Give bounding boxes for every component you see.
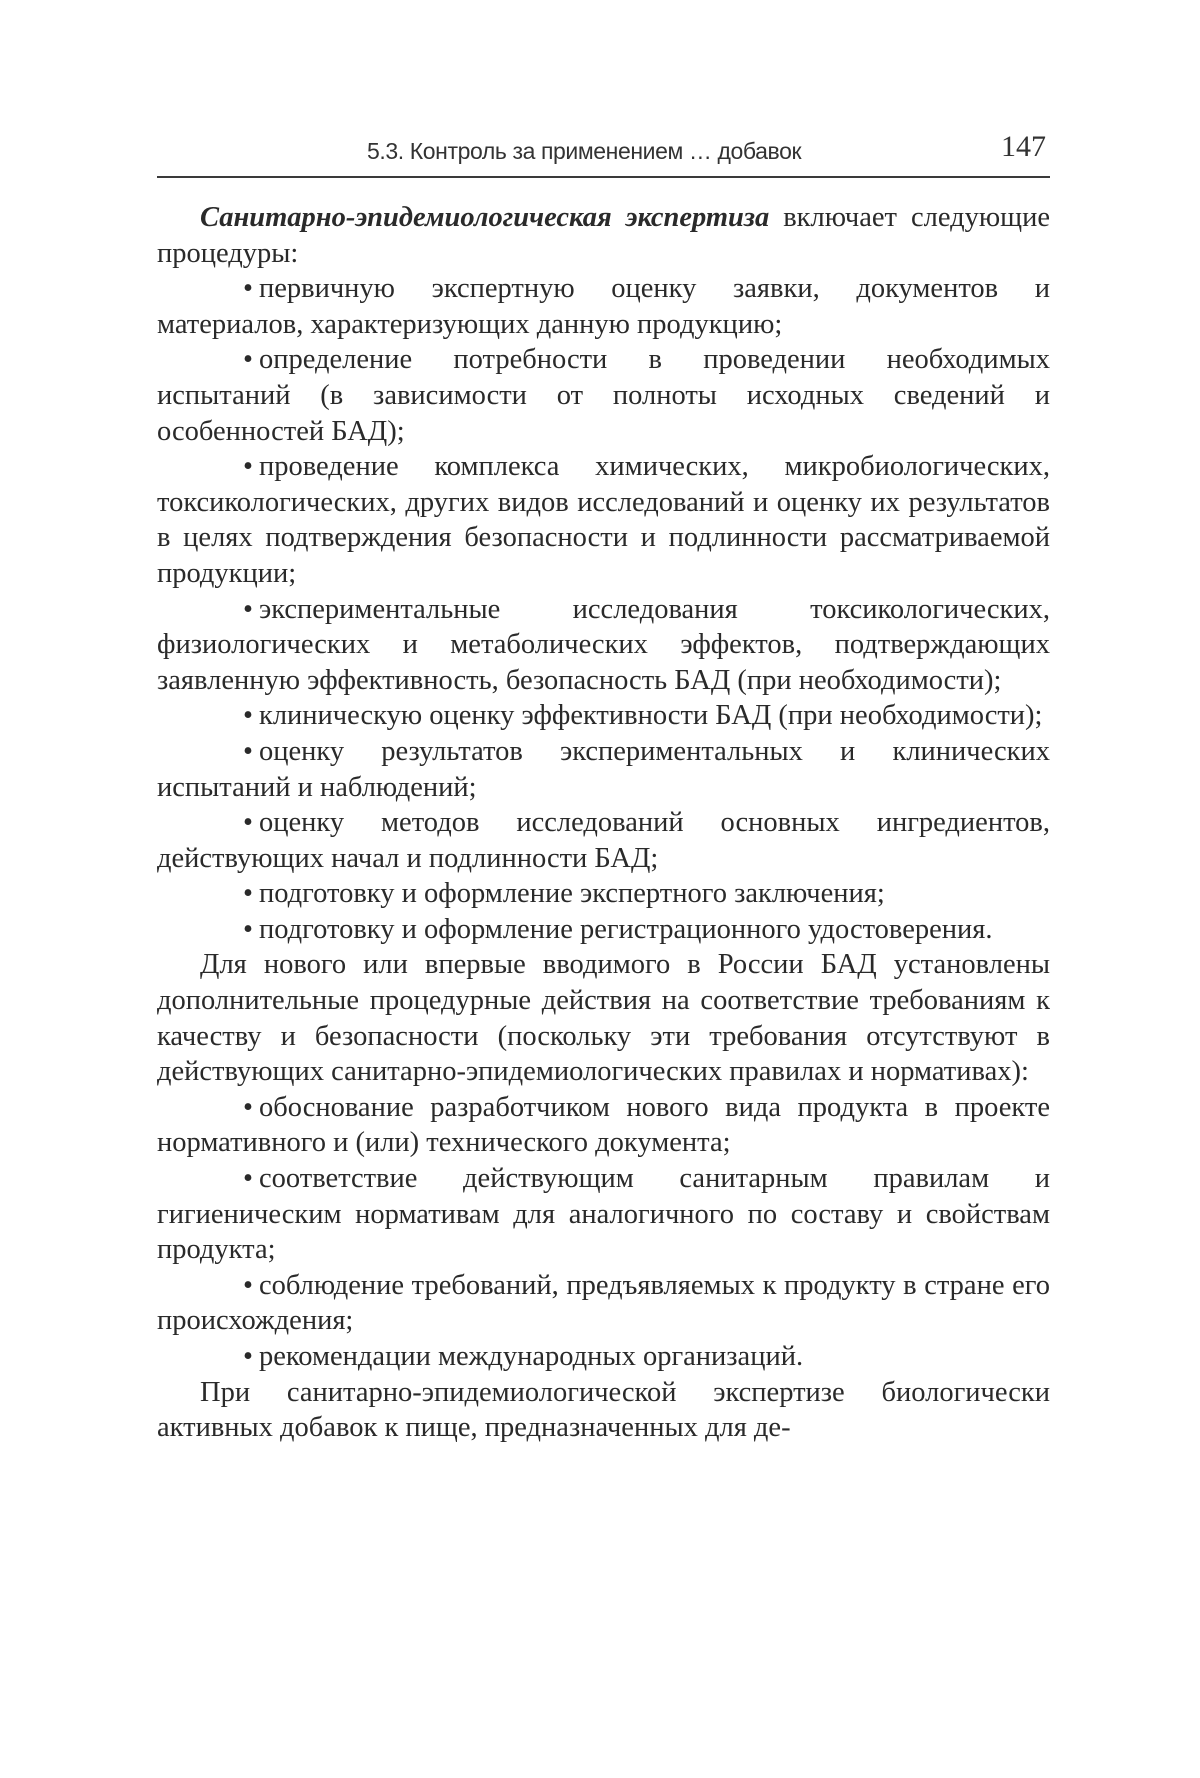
bullet: • xyxy=(243,593,253,625)
list-item: • подготовку и оформление экспертного заключения; xyxy=(157,876,1050,912)
bullet: • xyxy=(243,1163,253,1195)
page-number: 147 xyxy=(1001,130,1046,163)
bullet: • xyxy=(243,1091,253,1123)
bullet: • xyxy=(243,807,253,839)
body-text xyxy=(157,200,1050,1446)
paragraph-children: При санитарно-эпидемиологической экспертизе биологически активных добавок к пище, предназначенных для де- xyxy=(157,1376,1050,1444)
intro-rest: включает следующие процедуры: xyxy=(157,202,1050,269)
additional-list xyxy=(157,1090,1050,1375)
list-item: • соответствие действующим санитарным правилам и гигиеническим нормативам для аналогичного по составу и свойствам продукта; xyxy=(157,1163,1050,1266)
term-expertise: Санитарно-эпидемиологическая экспертиза xyxy=(200,202,770,233)
bullet: • xyxy=(243,344,253,376)
bullet: • xyxy=(243,913,253,945)
bullet: • xyxy=(243,273,253,305)
list-item: • оценку результатов экспериментальных и клинических испытаний и наблюдений; xyxy=(157,735,1050,803)
list-item: • подготовку и оформление регистрационного удостоверения. xyxy=(157,912,1050,948)
list-item: • клиническую оценку эффективности БАД (при необходимости); xyxy=(157,698,1050,734)
bullet: • xyxy=(243,1341,253,1372)
bullet: • xyxy=(243,878,253,910)
procedures-list xyxy=(157,271,1050,947)
list-item: • определение потребности в проведении необходимых испытаний (в зависимости от полноты исходных сведений и особенностей БАД); xyxy=(157,344,1050,447)
list-item: • экспериментальные исследования токсикологических, физиологических и метаболических эффектов, подтверждающих заявленную эффективность, безопасность БАД (при необходимости); xyxy=(157,593,1050,696)
running-header xyxy=(157,128,1050,178)
bullet: • xyxy=(243,735,253,767)
list-item: • первичную экспертную оценку заявки, документов и материалов, характеризующих данную продукцию; xyxy=(157,273,1050,340)
bullet: • xyxy=(243,1269,253,1301)
intro-paragraph xyxy=(157,200,1050,271)
book-page xyxy=(157,128,1050,1446)
list-item: • рекомендации международных организаций. xyxy=(157,1339,1050,1375)
list-item: • обоснование разработчиком нового вида продукта в проекте нормативного и (или) технического документа; xyxy=(157,1091,1050,1159)
list-item: • оценку методов исследований основных ингредиентов, действующих начал и подлинности БАД; xyxy=(157,807,1050,874)
running-title: 5.3. Контроль за применением … добавок xyxy=(367,138,802,164)
list-item: • проведение комплекса химических, микробиологических, токсикологических, других видов исследований и оценку их результатов в целях подтверждения безопасности и подлинности рассматриваемой продукции; xyxy=(157,451,1050,589)
list-item: • соблюдение требований, предъявляемых к продукту в стране его происхождения; xyxy=(157,1269,1050,1337)
paragraph-new-bad: Для нового или впервые вводимого в России БАД установлены дополнительные процедурные действия на соответствие требованиям к качеству и безопасности (поскольку эти требования отсутствуют в действующих санитарно-эпидемиологических правилах и нормативах): xyxy=(157,949,1050,1088)
bullet: • xyxy=(243,451,253,483)
bullet: • xyxy=(243,700,253,732)
